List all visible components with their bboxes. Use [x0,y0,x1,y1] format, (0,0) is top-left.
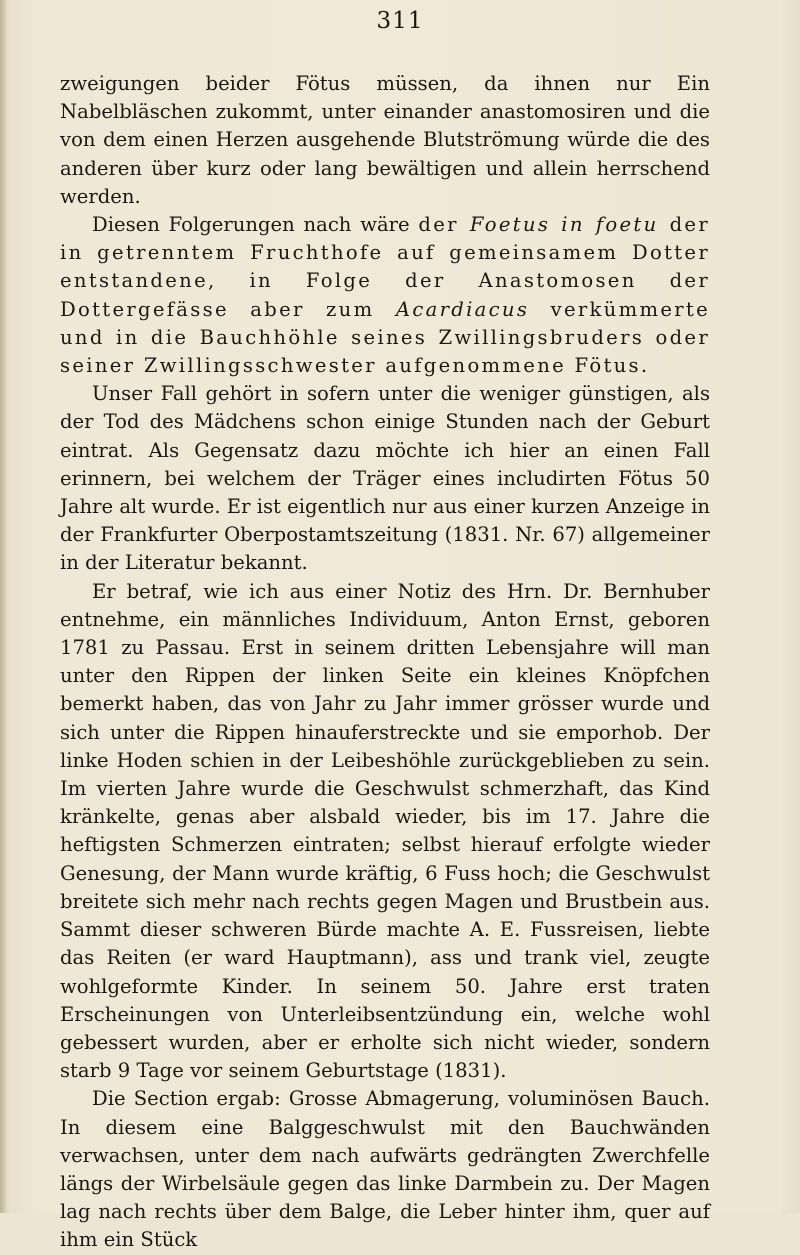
spaced-text-der: der [418,213,470,237]
paragraph-2-spaced-1 [60,213,710,377]
paragraph-1: zweigungen beider Fötus müssen, da ihnen nur Ein Nabelbläschen zukommt, unter einander anastomosiren und die von dem einen Herzen ausgehende Blutströmung würde die des anderen über kurz oder lang bewältigen und allein herrschend werden. [60,72,710,208]
body-text [60,70,710,1255]
term-foetus-in-foetu: Foetus in foetu [469,213,659,237]
page-gutter [0,0,6,1213]
paragraph-4: Er betraf, wie ich aus einer Notiz des Hrn. Dr. Bernhuber entnehme, ein männliches Individuum, Anton Ernst, geboren 1781 zu Passau. Erst in seinem dritten Lebensjahre will man unter den Rippen der linken Seite ein kleines Knöpfchen bemerkt haben, das von Jahr zu Jahr immer grösser wurde und sich unter die Rippen hinauferstreckte und sie emporhob. Der linke Hoden schien in der Leibeshöhle zurückgeblieben zu sein. Im vierten Jahre wurde die Geschwulst schmerzhaft, das Kind kränkelte, genas aber alsbald wieder, bis im 17. Jahre die heftigsten Schmerzen eintraten; selbst hierauf erfolgte wieder Genesung, der Mann wurde kräftig, 6 Fuss hoch; die Geschwulst breitete sich mehr nach rechts gegen Magen und Brustbein aus. Sammt dieser schweren Bürde machte A. E. Fussreisen, liebte das Reiten (er ward Hauptmann), ass und trank viel, zeugte wohlgeformte Kinder. In seinem 50. Jahre erst traten Erscheinungen von Unterleibsentzündung ein, welche wohl gebessert wurden, aber er erholte sich nicht wieder, sondern starb 9 Tage vor seinem Geburtstage (1831). [60,579,710,1083]
paragraph-3: Unser Fall gehört in sofern unter die weniger günstigen, als der Tod des Mädchens schon einige Stunden nach der Geburt eintrat. Als Gegensatz dazu möchte ich hier an einen Fall erinnern, bei welchem der Träger eines includirten Fötus 50 Jahre alt wurde. Er ist eigentlich nur aus einer kurzen Anzeige in der Frankfurter Oberpostamtszeitung (1831. Nr. 67) allgemeiner in der Literatur bekannt. [60,382,710,575]
term-acardiacus: Acardiacus [395,297,530,321]
spaced-text-middle: der in getrenntem Fruchthofe auf gemeinsamem Dotter entstandene, in Folge der Anastomosen der Dottergefässe aber zum [60,213,710,321]
page-number: 311 [376,8,424,34]
paragraph-2-lead: Diesen Folgerungen nach wäre [92,213,419,237]
paragraph-2 [60,211,710,380]
spaced-text-end: verkümmerte und in die Bauchhöhle seines Zwillingsbruders oder seiner Zwillingsschwester aufgenommene Fötus. [60,297,710,378]
paragraph-5: Die Section ergab: Grosse Abmagerung, voluminösen Bauch. In diesem eine Balggeschwulst mit den Bauchwänden verwachsen, unter dem nach aufwärts gedrängten Zwerchfelle längs der Wirbelsäule gegen das linke Darmbein zu. Der Magen lag nach rechts über dem Balge, die Leber hinter ihm, quer auf ihm ein Stück [60,1087,710,1252]
